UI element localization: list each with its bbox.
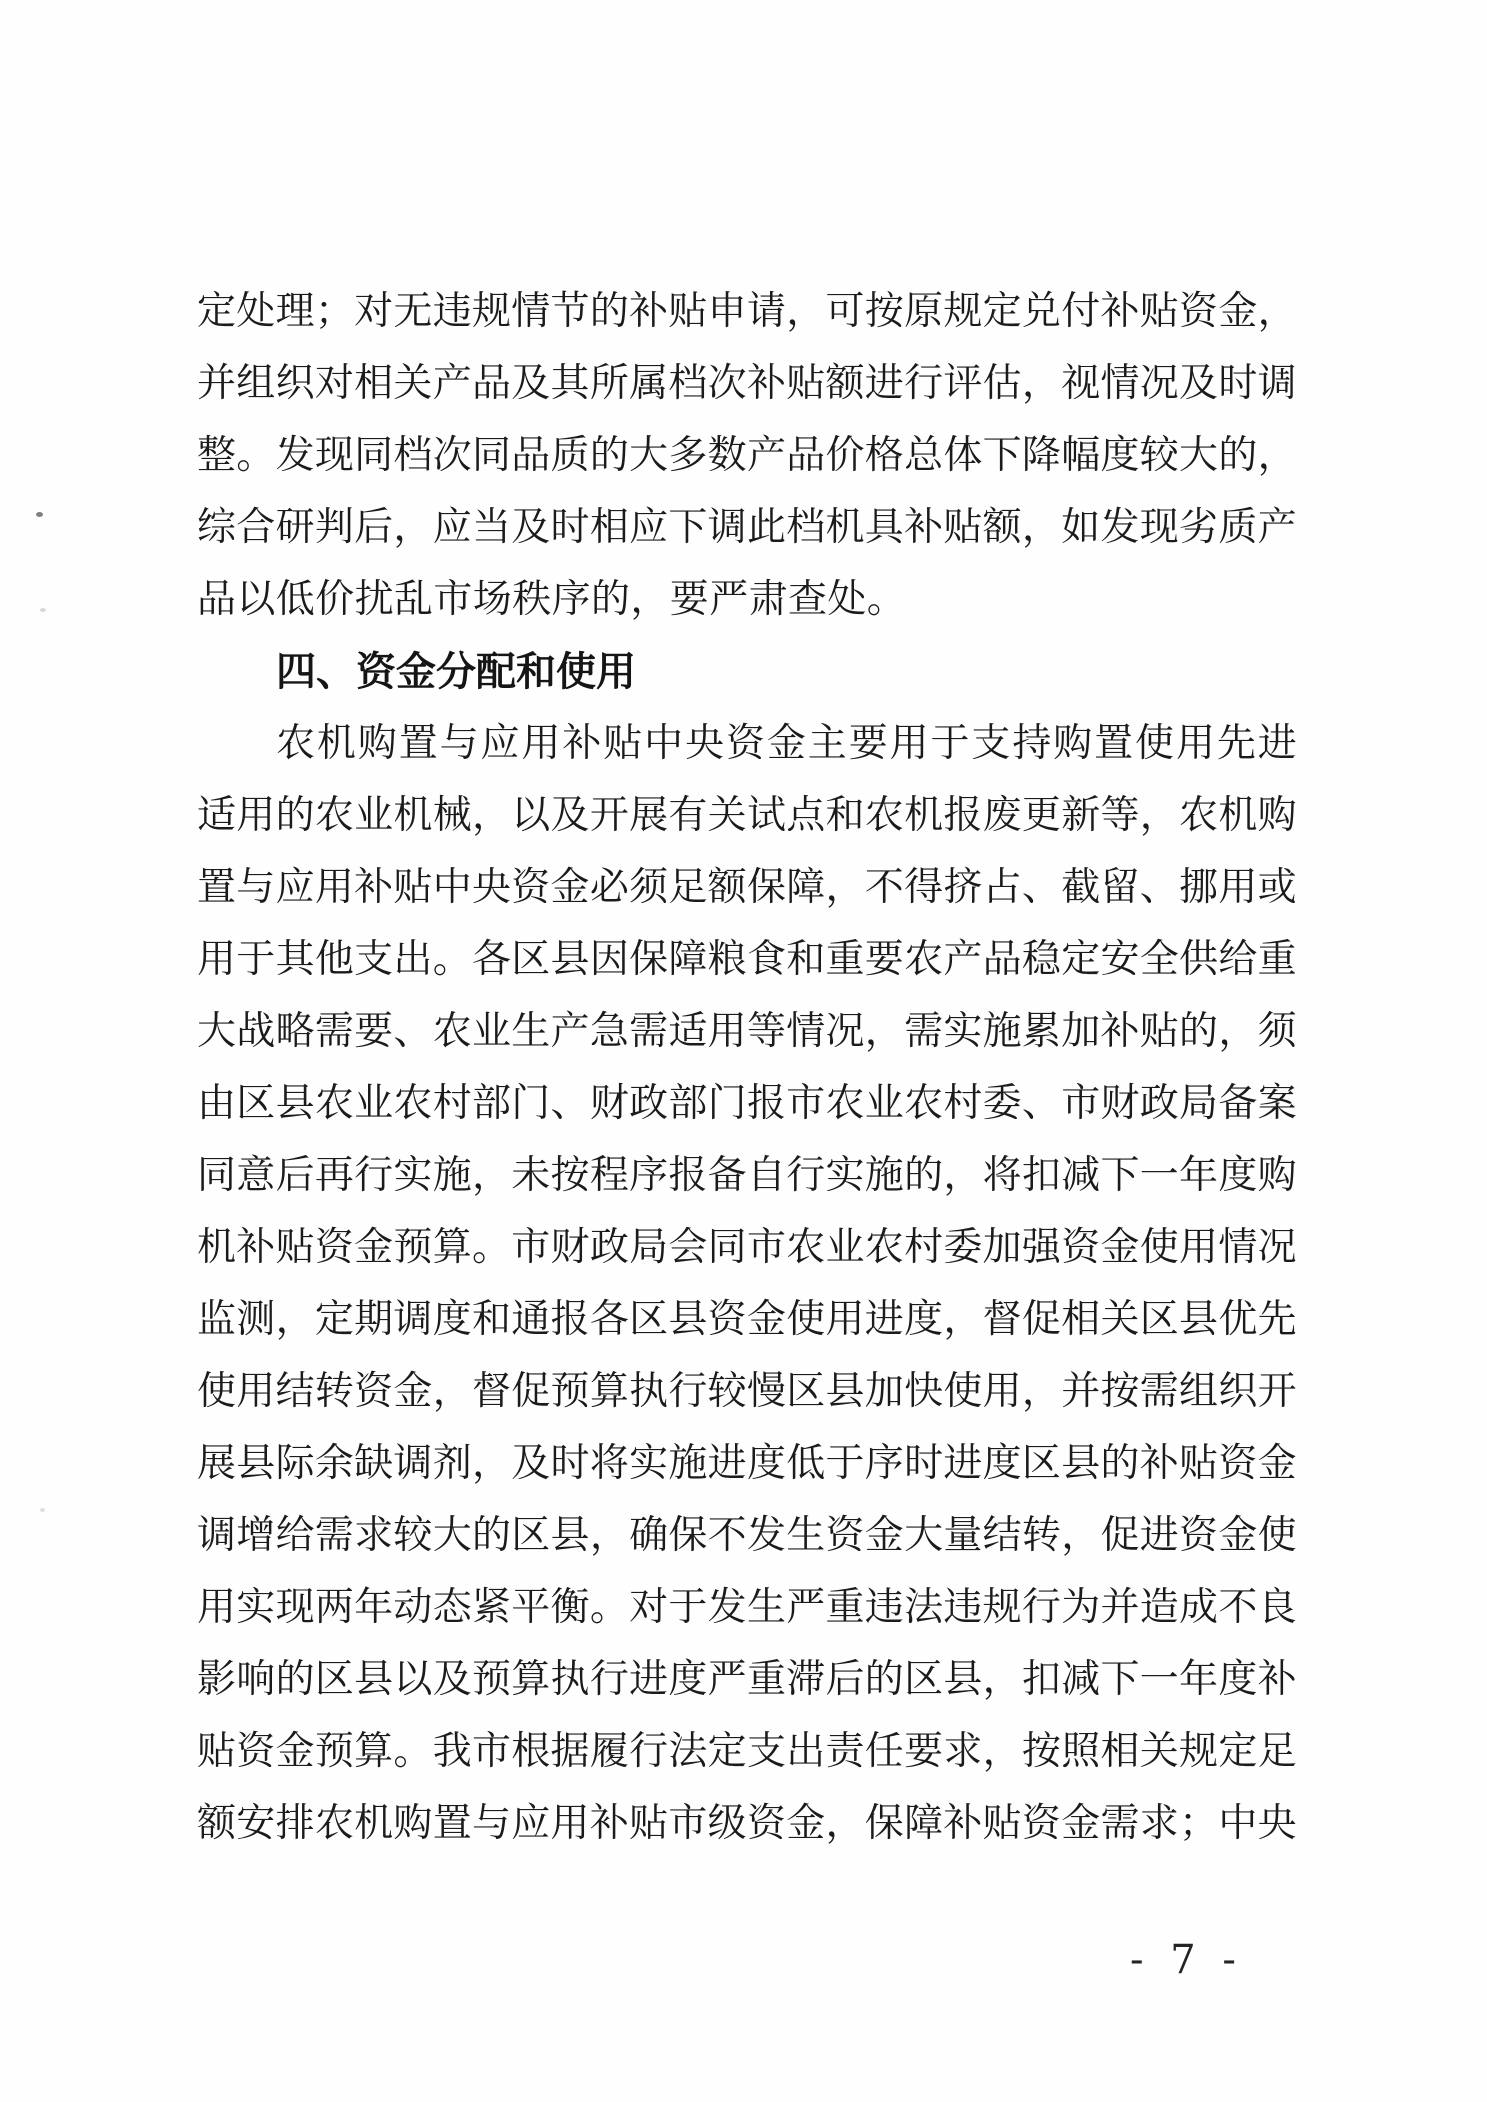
text-block (197, 276, 1297, 1860)
body-line: 整 。 发 现 同 档 次 同 品 质 的 大 多 数 产 品 价 格 总 体 下 降 幅 度 较 大 的 ， (197, 434, 1297, 477)
body-line: 用 实 现 两 年 动 态 紧 平 衡 。 对 于 发 生 严 重 违 法 违 规 行 为 并 造 成 不 良 (197, 1586, 1297, 1629)
body-line: 用 于 其 他 支 出 。 各 区 县 因 保 障 粮 食 和 重 要 农 产 品 稳 定 安 全 供 给 重 (197, 938, 1297, 981)
scan-speck (40, 1508, 45, 1512)
body-line: 机 补 贴 资 金 预 算 。 市 财 政 局 会 同 市 农 业 农 村 委 加 强 资 金 使 用 情 况 (197, 1226, 1297, 1269)
body-line: 同 意 后 再 行 实 施 ， 未 按 程 序 报 备 自 行 实 施 的 ， 将 扣 减 下 一 年 度 购 (197, 1154, 1297, 1197)
page-number: - 7 - (1130, 1937, 1243, 1983)
body-line: 额 安 排 农 机 购 置 与 应 用 补 贴 市 级 资 金 ， 保 障 补 贴 资 金 需 求 ； 中 央 (197, 1802, 1297, 1845)
body-line: 大 战 略 需 要 、 农 业 生 产 急 需 适 用 等 情 况 ， 需 实 施 累 加 补 贴 的 ， 须 (197, 1010, 1297, 1053)
body-line: 定 处 理 ； 对 无 违 规 情 节 的 补 贴 申 请 ， 可 按 原 规 定 兑 付 补 贴 资 金 ， (197, 290, 1297, 333)
body-line: 综 合 研 判 后 ， 应 当 及 时 相 应 下 调 此 档 机 具 补 贴 额 ， 如 发 现 劣 质 产 (197, 506, 1297, 549)
section-heading: 四、资金分配和使用 (276, 650, 636, 694)
body-line: 使 用 结 转 资 金 ， 督 促 预 算 执 行 较 慢 区 县 加 快 使 用 ， 并 按 需 组 织 开 (197, 1370, 1297, 1413)
body-line: 农 机 购 置 与 应 用 补 贴 中 央 资 金 主 要 用 于 支 持 购 置 使 用 先 进 (276, 722, 1297, 765)
body-line: 品以低价扰乱市场秩序的，要严肃查处。 (197, 578, 907, 621)
scan-speck (40, 608, 46, 612)
scan-speck (36, 512, 43, 517)
body-line: 调 增 给 需 求 较 大 的 区 县 ， 确 保 不 发 生 资 金 大 量 结 转 ， 促 进 资 金 使 (197, 1514, 1297, 1557)
body-line: 贴 资 金 预 算 。 我 市 根 据 履 行 法 定 支 出 责 任 要 求 ， 按 照 相 关 规 定 足 (197, 1730, 1297, 1773)
body-line: 置 与 应 用 补 贴 中 央 资 金 必 须 足 额 保 障 ， 不 得 挤 占 、 截 留 、 挪 用 或 (197, 866, 1297, 909)
body-line: 影 响 的 区 县 以 及 预 算 执 行 进 度 严 重 滞 后 的 区 县 ， 扣 减 下 一 年 度 补 (197, 1658, 1297, 1701)
body-line: 适 用 的 农 业 机 械 ， 以 及 开 展 有 关 试 点 和 农 机 报 废 更 新 等 ， 农 机 购 (197, 794, 1297, 837)
body-line: 监 测 ， 定 期 调 度 和 通 报 各 区 县 资 金 使 用 进 度 ， 督 促 相 关 区 县 优 先 (197, 1298, 1297, 1341)
body-line: 由 区 县 农 业 农 村 部 门 、 财 政 部 门 报 市 农 业 农 村 委 、 市 财 政 局 备 案 (197, 1082, 1297, 1125)
body-line: 展 县 际 余 缺 调 剂 ， 及 时 将 实 施 进 度 低 于 序 时 进 度 区 县 的 补 贴 资 金 (197, 1442, 1297, 1485)
body-line: 并 组 织 对 相 关 产 品 及 其 所 属 档 次 补 贴 额 进 行 评 估 ， 视 情 况 及 时 调 (197, 362, 1297, 405)
